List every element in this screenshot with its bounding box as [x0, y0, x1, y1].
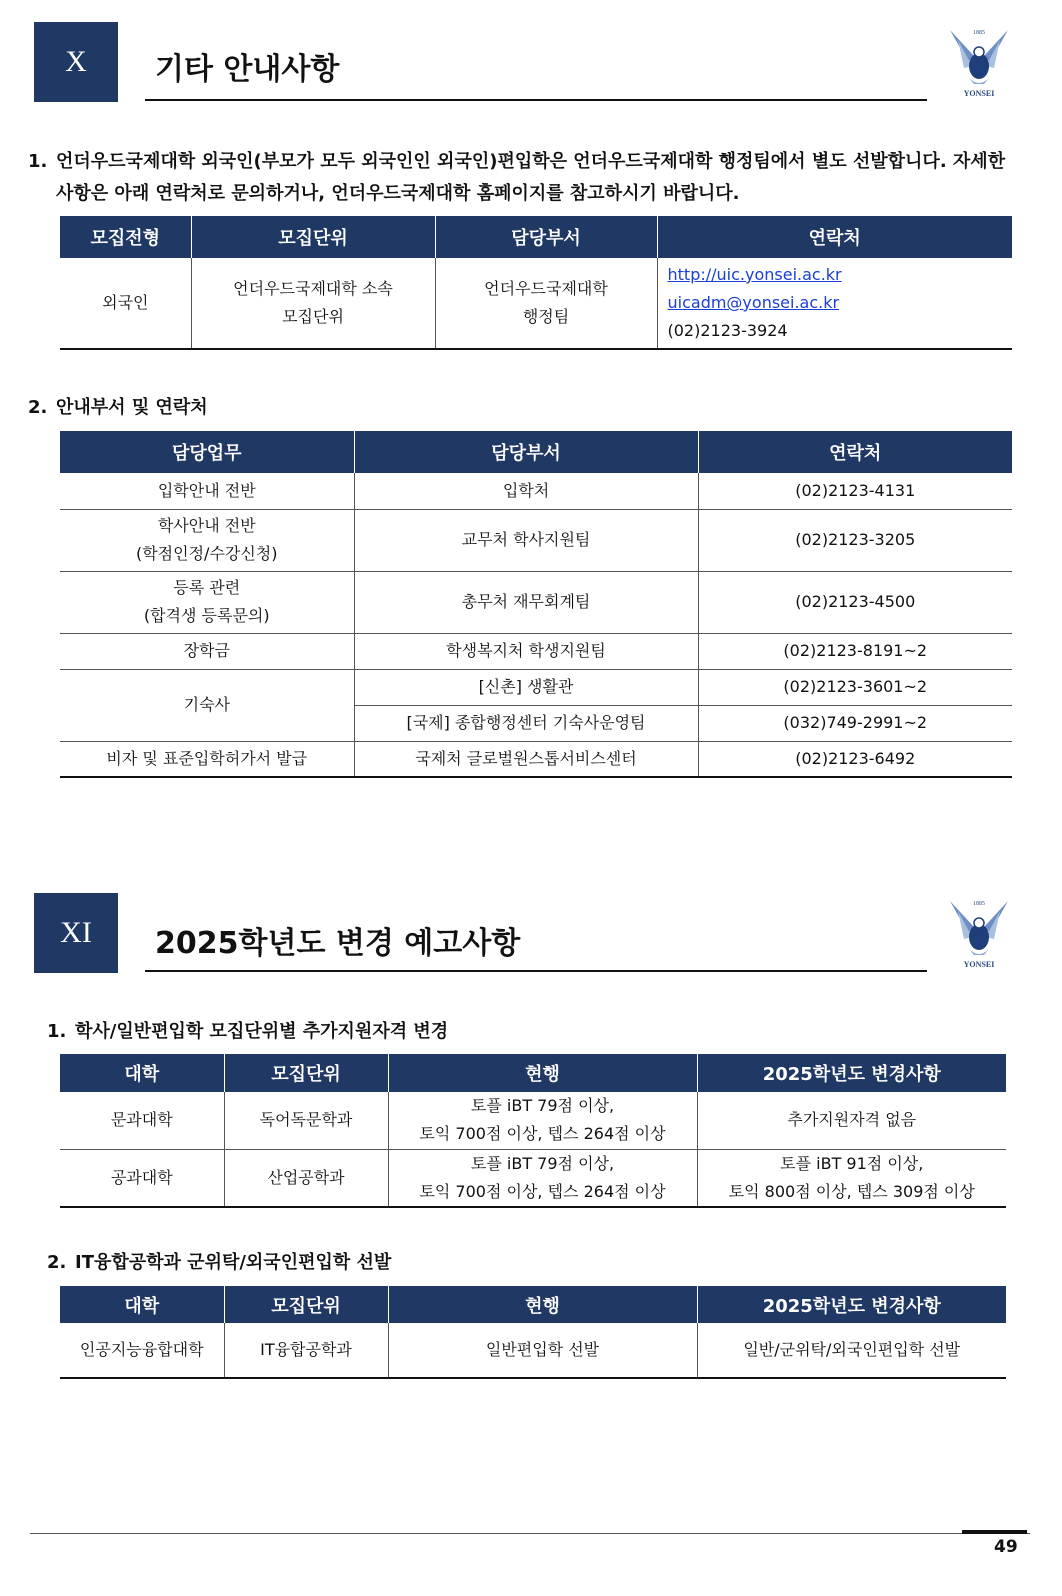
footer-mark — [962, 1530, 1027, 1534]
unit-cell: 독어독문학과 — [224, 1092, 388, 1149]
change-cell — [697, 1092, 1006, 1149]
table-row — [60, 258, 1012, 349]
header-cell: 현행 — [388, 1054, 697, 1092]
table-row — [60, 509, 1012, 571]
change-line: 토플 iBT 91점 이상, — [780, 1153, 924, 1173]
type-cell: 외국인 — [60, 258, 191, 349]
logo-year: 1885 — [973, 901, 985, 907]
section-rule — [145, 99, 927, 101]
unit-cell — [191, 258, 435, 349]
phone-cell: (02)2123-4500 — [698, 571, 1012, 633]
footer-rule — [30, 1533, 1030, 1534]
header-cell: 연락처 — [698, 431, 1012, 473]
header-cell: 모집전형 — [60, 216, 191, 258]
task-cell — [60, 509, 354, 571]
item-title: 학사/일반편입학 모집단위별 추가지원자격 변경 — [75, 1021, 449, 1042]
email-link[interactable]: uicadm@yonsei.ac.kr — [667, 293, 840, 312]
yonsei-eagle-logo — [944, 22, 1014, 102]
task-cell — [60, 571, 354, 633]
section-title: 기타 안내사항 — [155, 52, 340, 87]
logo-name: YONSEI — [963, 960, 995, 969]
current-line: 토익 700점 이상, 텝스 264점 이상 — [419, 1181, 666, 1201]
item-number: 1. — [47, 1021, 67, 1042]
item-title: IT융합공학과 군위탁/외국인편입학 선발 — [75, 1252, 392, 1273]
qualification-change-table — [60, 1054, 1006, 1208]
current-line: 토플 iBT 79점 이상, — [470, 1153, 615, 1173]
table-row — [60, 633, 1012, 669]
current-cell: 일반편입학 선발 — [388, 1323, 697, 1378]
table-row — [60, 669, 1012, 705]
dept-line: 언더우드국제대학 — [484, 279, 608, 298]
table-row — [60, 1092, 1006, 1149]
change-line: 토익 800점 이상, 텝스 309점 이상 — [728, 1181, 975, 1201]
logo-year: 1885 — [973, 30, 985, 36]
header-cell: 담당부서 — [354, 431, 698, 473]
college-cell: 문과대학 — [60, 1092, 224, 1149]
logo-name: YONSEI — [963, 89, 995, 98]
item-number: 2. — [47, 1252, 67, 1273]
header-cell: 모집단위 — [224, 1286, 388, 1323]
current-line: 토플 iBT 79점 이상, — [470, 1096, 615, 1116]
contact-cell — [657, 258, 1012, 349]
header-cell: 2025학년도 변경사항 — [697, 1286, 1006, 1323]
notice-text-line1: 언더우드국제대학 외국인(부모가 모두 외국인인 외국인)편입학은 언더우드국제대학 행정팀에서 별도 선발합니다. 자세한 — [56, 151, 1006, 172]
phone-cell: (02)2123-8191~2 — [698, 633, 1012, 669]
selection-change-table — [60, 1286, 1006, 1379]
unit-line: 언더우드국제대학 소속 — [233, 279, 393, 298]
current-line: 토익 700점 이상, 텝스 264점 이상 — [419, 1124, 666, 1144]
header-cell: 대학 — [60, 1286, 224, 1323]
notice-text-line2: 사항은 아래 연락처로 문의하거나, 언더우드국제대학 홈페이지를 참고하시기 바랍니다. — [56, 183, 740, 204]
header-cell: 담당부서 — [435, 216, 657, 258]
dept-cell: [신촌] 생활관 — [354, 669, 698, 705]
section-number-box — [34, 893, 118, 973]
task-cell: 기숙사 — [60, 669, 354, 741]
current-cell — [388, 1149, 697, 1207]
foreign-admission-table — [60, 216, 1012, 350]
change-cell: 일반/군위탁/외국인편입학 선발 — [697, 1323, 1006, 1378]
notice-item-2 — [28, 392, 208, 424]
dept-cell: [국제] 종합행정센터 기숙사운영팀 — [354, 705, 698, 741]
homepage-link[interactable]: http://uic.yonsei.ac.kr — [667, 265, 842, 284]
current-cell — [388, 1092, 697, 1149]
dept-cell: 국제처 글로벌원스톱서비스센터 — [354, 741, 698, 777]
item-title: 안내부서 및 연락처 — [56, 397, 208, 418]
dept-cell — [435, 258, 657, 349]
header-cell: 대학 — [60, 1054, 224, 1092]
item-number: 1. — [28, 151, 48, 172]
task-line: (학점인정/수강신청) — [135, 544, 278, 563]
phone-cell: (02)2123-3205 — [698, 509, 1012, 571]
section-rule — [145, 970, 927, 972]
notice-item-2 — [47, 1247, 391, 1279]
task-line: 등록 관련 — [173, 578, 241, 597]
dept-line: 행정팀 — [522, 307, 570, 326]
header-cell: 연락처 — [657, 216, 1012, 258]
header-cell: 모집단위 — [191, 216, 435, 258]
section-number-box — [34, 22, 118, 102]
task-cell: 입학안내 전반 — [60, 473, 354, 509]
dept-cell: 총무처 재무회계팀 — [354, 571, 698, 633]
header-cell: 현행 — [388, 1286, 697, 1323]
change-cell — [697, 1149, 1006, 1207]
table-row — [60, 1323, 1006, 1378]
table-row — [60, 1149, 1006, 1207]
college-cell: 인공지능융합대학 — [60, 1323, 224, 1378]
table-row — [60, 741, 1012, 777]
section-numeral: X — [65, 45, 87, 78]
change-line: 추가지원자격 없음 — [787, 1110, 917, 1130]
yonsei-eagle-logo — [944, 893, 1014, 973]
phone-cell: (02)2123-4131 — [698, 473, 1012, 509]
table-header-row — [60, 1286, 1006, 1323]
unit-cell: 산업공학과 — [224, 1149, 388, 1207]
task-cell: 비자 및 표준입학허가서 발급 — [60, 741, 354, 777]
contact-table — [60, 431, 1012, 778]
phone-cell: (02)2123-3601~2 — [698, 669, 1012, 705]
table-row — [60, 571, 1012, 633]
page-number: 49 — [994, 1537, 1018, 1557]
header-cell: 모집단위 — [224, 1054, 388, 1092]
notice-item-1 — [28, 146, 1028, 210]
unit-cell: IT융합공학과 — [224, 1323, 388, 1378]
dept-cell: 입학처 — [354, 473, 698, 509]
table-header-row — [60, 431, 1012, 473]
dept-cell: 교무처 학사지원팀 — [354, 509, 698, 571]
phone-cell: (032)749-2991~2 — [698, 705, 1012, 741]
phone-number: (02)2123-3924 — [667, 321, 788, 340]
table-header-row — [60, 216, 1012, 258]
college-cell: 공과대학 — [60, 1149, 224, 1207]
item-number: 2. — [28, 397, 48, 418]
task-line: 학사안내 전반 — [157, 516, 256, 535]
phone-cell: (02)2123-6492 — [698, 741, 1012, 777]
header-cell: 2025학년도 변경사항 — [697, 1054, 1006, 1092]
table-header-row — [60, 1054, 1006, 1092]
unit-line: 모집단위 — [282, 307, 344, 326]
header-cell: 담당업무 — [60, 431, 354, 473]
section-title: 2025학년도 변경 예고사항 — [155, 926, 521, 961]
notice-item-1 — [47, 1016, 448, 1048]
dept-cell: 학생복지처 학생지원팀 — [354, 633, 698, 669]
task-line: (합격생 등록문의) — [143, 606, 270, 625]
section-numeral: XI — [60, 916, 92, 949]
table-row — [60, 473, 1012, 509]
task-cell: 장학금 — [60, 633, 354, 669]
